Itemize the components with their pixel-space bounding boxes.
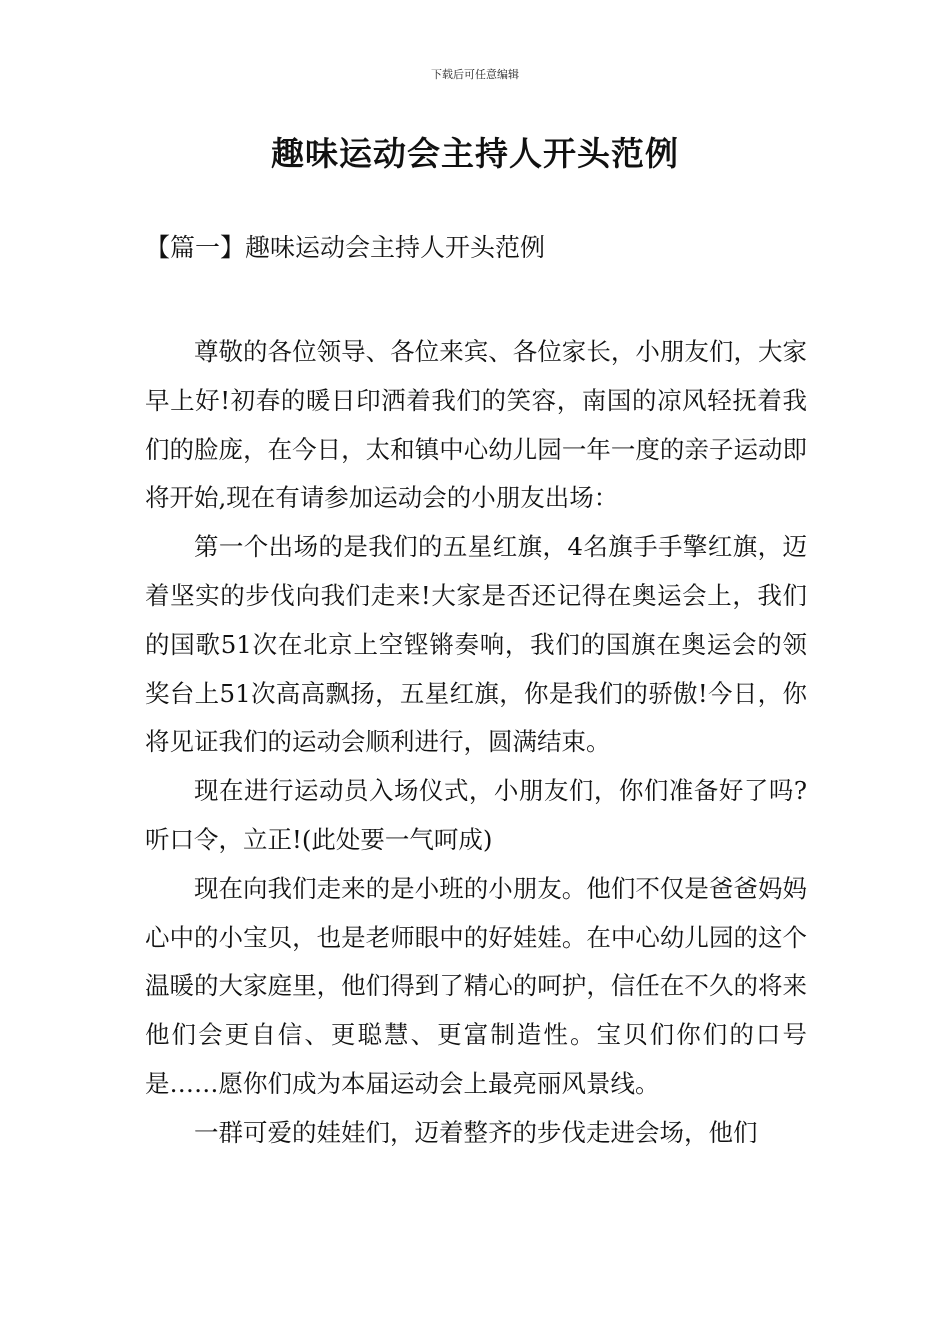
paragraph-5: 一群可爱的娃娃们，迈着整齐的步伐走进会场，他们 [194, 1117, 758, 1147]
paragraph-2: 第一个出场的是我们的五星红旗，4名旗手手擎红旗，迈着坚实的步伐向我们走来!大家是否还记得在奥运会上，我们的国歌51次在北京上空铿锵奏响，我们的国旗在奥运会的领奖台上51次高高飘扬，五星红旗，你是我们的骄傲!今日，你将见证我们的运动会顺利进行，圆满结束。 [145, 532, 807, 757]
section-heading: 【篇一】趣味运动会主持人开头范例 [145, 233, 546, 262]
paragraph-4: 现在向我们走来的是小班的小朋友。他们不仅是爸爸妈妈心中的小宝贝，也是老师眼中的好娃娃。在中心幼儿园的这个温暖的大家庭里，他们得到了精心的呵护，信任在不久的将来他们会更自信、更聪慧、更富制造性。宝贝们你们的口号是……愿你们成为本届运动会上最亮丽风景线。 [145, 873, 807, 1098]
paragraph-3: 现在进行运动员入场仪式，小朋友们，你们准备好了吗?听口令，立正!(此处要一气呵成) [145, 776, 807, 854]
body-text [145, 328, 807, 1158]
page-title: 趣味运动会主持人开头范例 [271, 134, 679, 173]
paragraph-1: 尊敬的各位领导、各位来宾、各位家长，小朋友们，大家早上好!初春的暖日印洒着我们的笑容，南国的凉风轻抚着我们的脸庞，在今日，太和镇中心幼儿园一年一度的亲子运动即将开始,现在有请参加运动会的小朋友出场： [145, 337, 807, 513]
header-note: 下载后可任意编辑 [431, 68, 519, 81]
